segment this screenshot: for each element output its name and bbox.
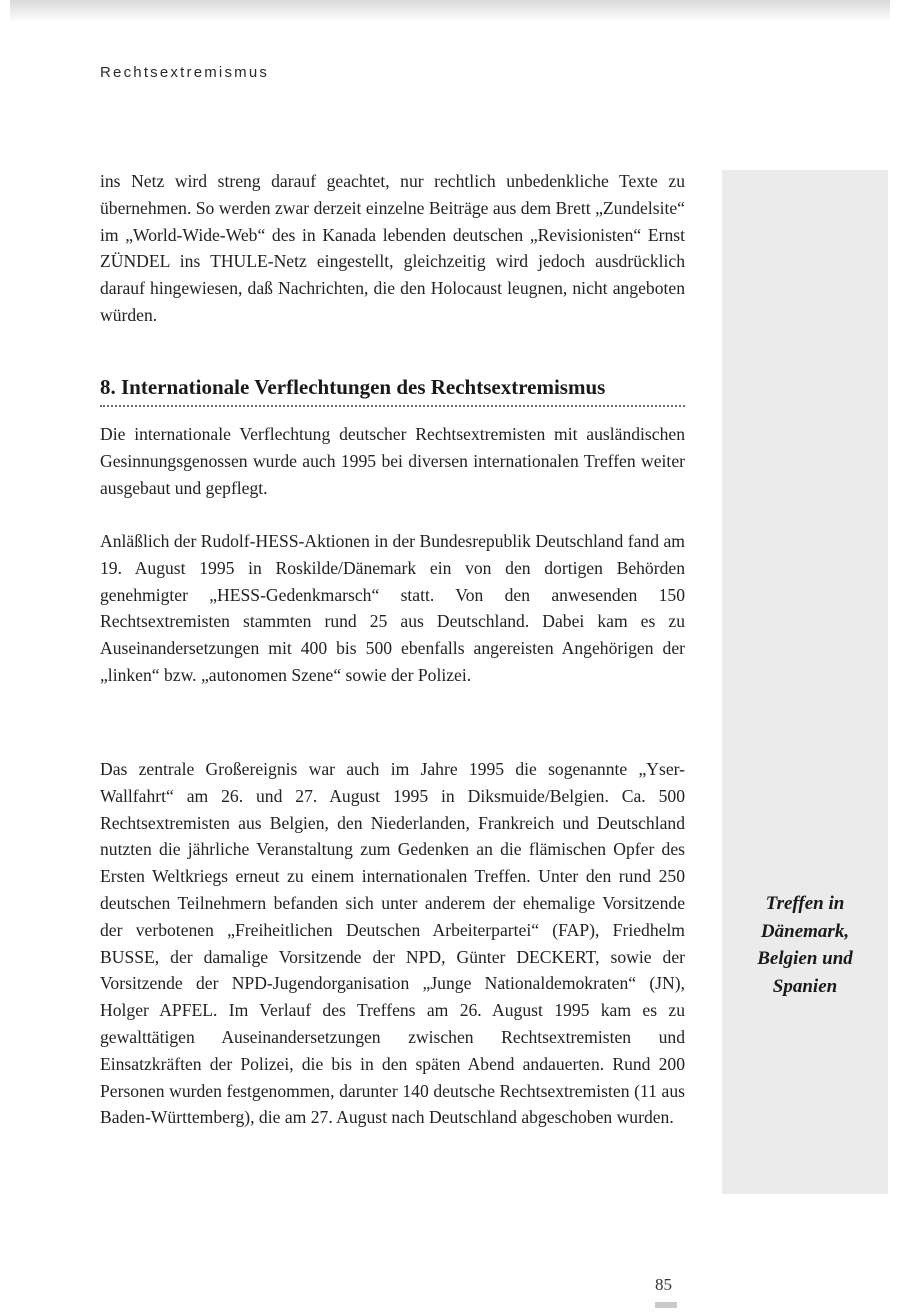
body-paragraph: Die internationale Verflechtung deutscher Rechtsextremisten mit ausländischen Gesinnungsgenossen wurde auch 1995 bei diversen internationalen Treffen weiter ausgebaut und gepflegt. bbox=[100, 424, 685, 498]
intro-paragraph: ins Netz wird streng darauf geachtet, nur rechtlich unbedenkliche Texte zu übernehmen. So werden zwar derzeit einzelne Beiträge aus dem Brett „Zundelsite“ im „World-Wide-Web“ des in Kanada lebenden deutschen „Revisionisten“ Ernst ZÜNDEL ins THULE-Netz eingestellt, gleichzeitig wird jedoch ausdrücklich darauf hingewiesen, daß Nachrichten, die den Holocaust leugnen, nicht angeboten würden. bbox=[100, 171, 685, 325]
margin-note-line: Spanien bbox=[772, 975, 838, 997]
paragraph-block bbox=[100, 421, 685, 501]
paragraph-block bbox=[100, 528, 685, 689]
margin-note bbox=[722, 890, 888, 1000]
body-paragraph: Anläßlich der Rudolf-HESS-Aktionen in der Bundesrepublik Deutschland fand am 19. August 1995 in Roskilde/Dänemark ein von den dortigen Behörden genehmigter „HESS-Gedenkmarsch“ statt. Von den anwesenden 150 Rechtsextremisten stammten rund 25 aus Deutschland. Dabei kam es zu Auseinandersetzungen mit 400 bis 500 ebenfalls angereisten Angehörigen der „linken“ bzw. „autonomen Szene“ sowie der Polizei. bbox=[100, 531, 685, 685]
scan-top-shade bbox=[10, 0, 890, 22]
margin-note-line: Dänemark, bbox=[760, 920, 850, 942]
margin-note-line: Treffen in bbox=[765, 893, 845, 914]
body-paragraph: Das zentrale Großereignis war auch im Jahre 1995 die sogenannte „Yser-Wallfahrt“ am 26. und 27. August 1995 in Diksmuide/Belgien. Ca. 500 Rechtsextremisten aus Belgien, den Niederlanden, Frankreich und Deutschland nutzten die jährliche Veranstaltung zum Gedenken an die flämischen Opfer des Ersten Weltkriegs erneut zu einem internationalen Treffen. Unter den rund 250 deutschen Teilnehmern befanden sich unter anderem der ehemalige Vorsitzende der verbotenen „Freiheitlichen Deutschen Arbeiterpartei“ (FAP), Friedhelm BUSSE, der damalige Vorsitzende der NPD, Günter DECKERT, sowie der Vorsitzende der NPD-Jugendorganisation „Junge Nationaldemokraten“ (JN), Holger APFEL. Im Verlauf des Treffens am 26. August 1995 kam es zu gewalttätigen Auseinandersetzungen zwischen Rechtsextremisten und Einsatzkräften der Polizei, die bis in den späten Abend andauerten. Rund 200 Personen wurden festgenommen, darunter 140 deutsche Rechtsextremisten (11 aus Baden-Württemberg), die am 27. August nach Deutschland abgeschoben wurden. bbox=[100, 759, 685, 1128]
intro-paragraph-block bbox=[100, 168, 685, 329]
page-number: 85 bbox=[655, 1275, 672, 1294]
margin-band bbox=[722, 170, 888, 1194]
paragraph-block bbox=[100, 756, 685, 1131]
section-heading: 8. Internationale Verflechtungen des Rechtsextremismus bbox=[100, 373, 685, 407]
running-header: Rechtsextremismus bbox=[100, 64, 270, 81]
page-mark bbox=[655, 1302, 677, 1308]
margin-note-line: Belgien und bbox=[757, 948, 853, 969]
